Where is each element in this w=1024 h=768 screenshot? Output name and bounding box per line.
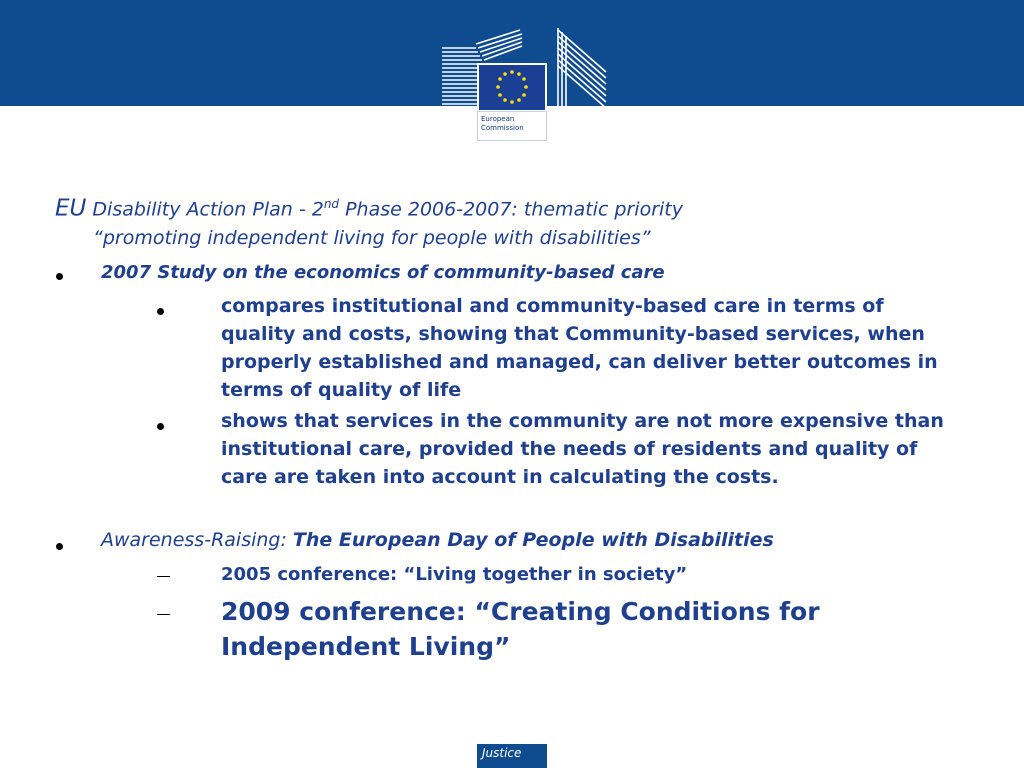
awareness-title: The European Day of People with Disabilities	[292, 529, 774, 551]
bullet-dot	[56, 543, 63, 550]
awareness-label: Awareness-Raising:	[101, 529, 293, 551]
dash-marker	[157, 576, 170, 577]
dash-marker	[157, 614, 170, 615]
logo-caption-line2: Commission	[481, 124, 524, 132]
footer-tab-justice: Justice	[477, 744, 547, 768]
intro-text-a: Disability Action Plan - 2	[86, 198, 324, 221]
building-lines-right	[558, 28, 606, 108]
logo-caption	[477, 111, 547, 141]
bullet-dot	[157, 308, 164, 315]
study-point-2: shows that services in the community are not more expensive than institutional care, provided the needs of residents and quality of care are taken into account in calculating the costs.	[221, 410, 944, 488]
study-heading: 2007 Study on the economics of community-based care	[101, 262, 665, 283]
bullet-dot	[157, 423, 164, 430]
study-point-1: compares institutional and community-based care in terms of quality and costs, showing that Community-based services, when properly established and managed, can deliver better outcomes in terms of quality of life	[221, 295, 938, 401]
intro-text-b: Phase 2006-2007: thematic priority	[339, 198, 683, 221]
intro-eu: EU	[55, 195, 87, 222]
logo-caption-line1: European	[481, 115, 515, 123]
intro-heading	[55, 190, 955, 253]
conference-2009: 2009 conference: “Creating Conditions for Independent Living”	[221, 597, 820, 661]
intro-line2: “promoting independent living for people with disabilities”	[93, 227, 651, 250]
conference-2005: 2005 conference: “Living together in society”	[221, 564, 688, 585]
awareness-line	[101, 527, 774, 553]
intro-superscript: nd	[323, 197, 340, 211]
bullet-dot	[56, 273, 63, 280]
